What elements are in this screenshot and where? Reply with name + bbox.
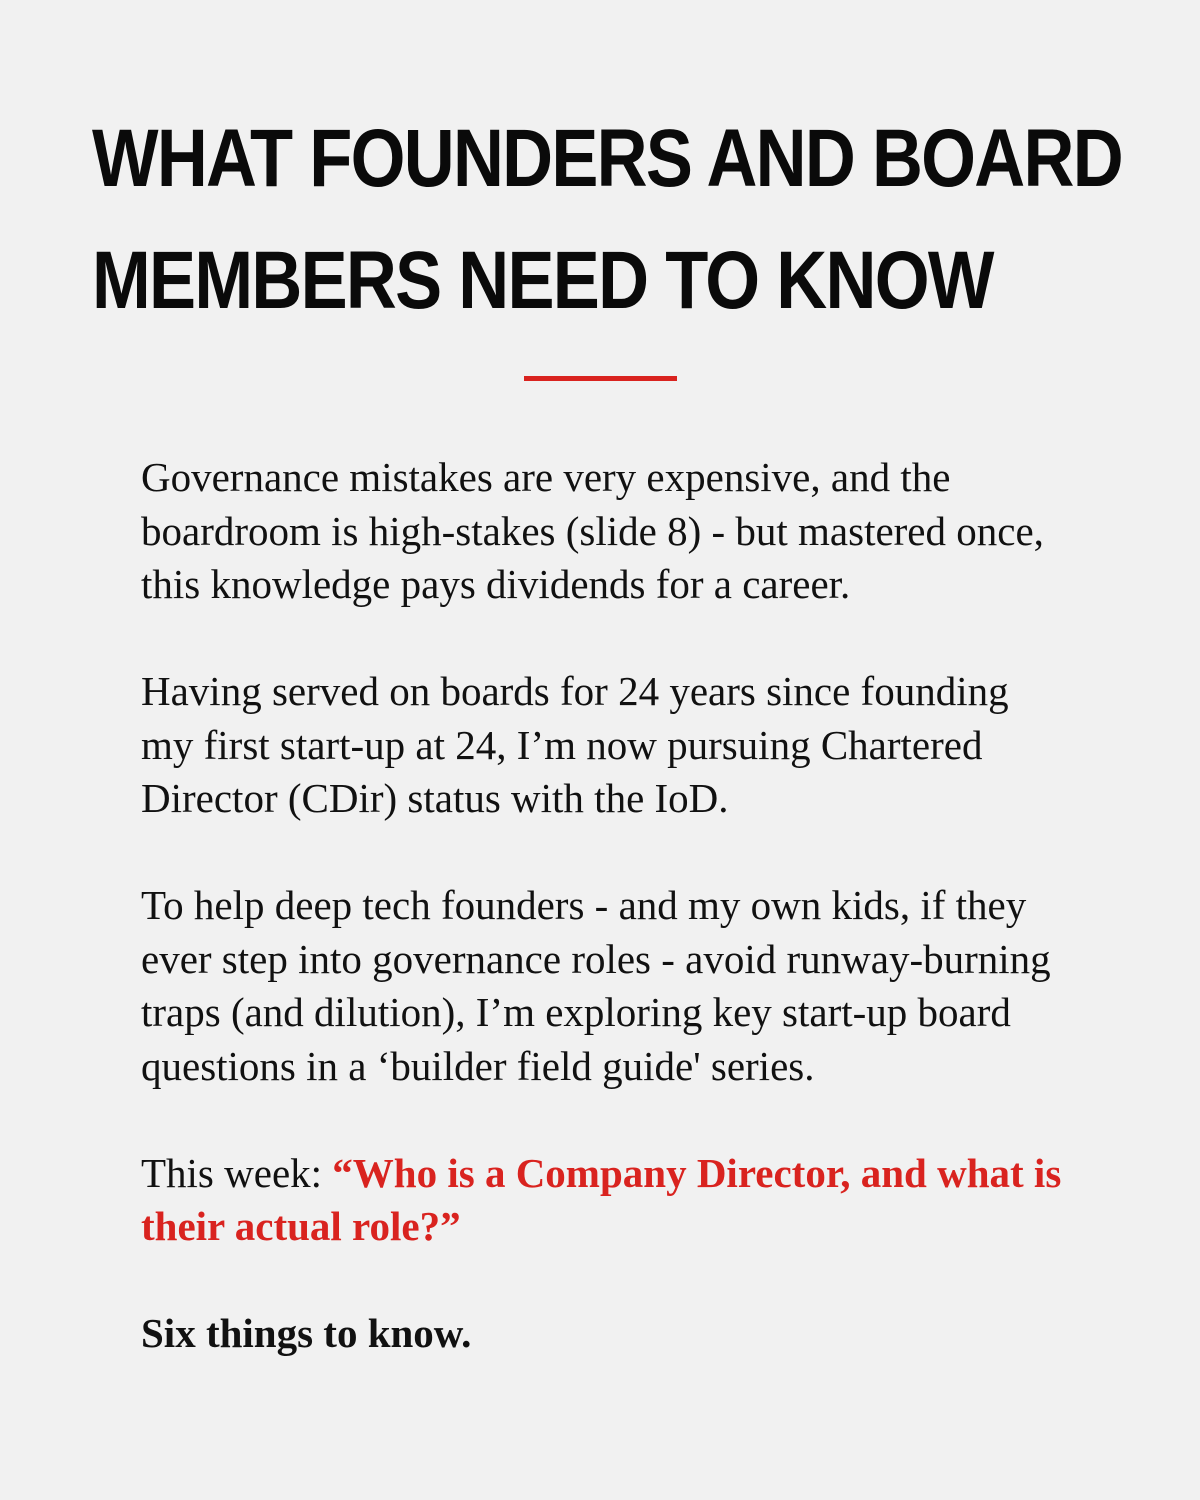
this-week-label: This week: <box>141 1149 333 1196</box>
headline <box>92 98 1132 342</box>
this-week-question: “Who is a Company Director, and what is their actual role?” <box>141 1149 1062 1249</box>
closing-line: Six things to know. <box>141 1310 472 1356</box>
paragraph-field-guide-series: To help deep tech founders - and my own kids, if they ever step into governance roles - avoid runway-burning traps (and dilution), I’m exploring key start-up board questions in a ‘builder field guide' series. <box>141 882 1051 1089</box>
headline-line-1: WHAT FOUNDERS AND BOARD <box>92 113 1122 204</box>
headline-line-2: MEMBERS NEED TO KNOW <box>92 235 993 326</box>
paragraph-governance-mistakes: Governance mistakes are very expensive, and the boardroom is high-stakes (slide 8) - but mastered once, this knowledge pays dividends for a career. <box>141 454 1044 607</box>
accent-divider <box>524 376 677 381</box>
body-text <box>141 451 1071 1361</box>
paragraph-board-experience: Having served on boards for 24 years since founding my first start-up at 24, I’m now pursuing Chartered Director (CDir) status with the IoD. <box>141 668 1009 821</box>
paragraph-this-week <box>141 1147 1071 1254</box>
